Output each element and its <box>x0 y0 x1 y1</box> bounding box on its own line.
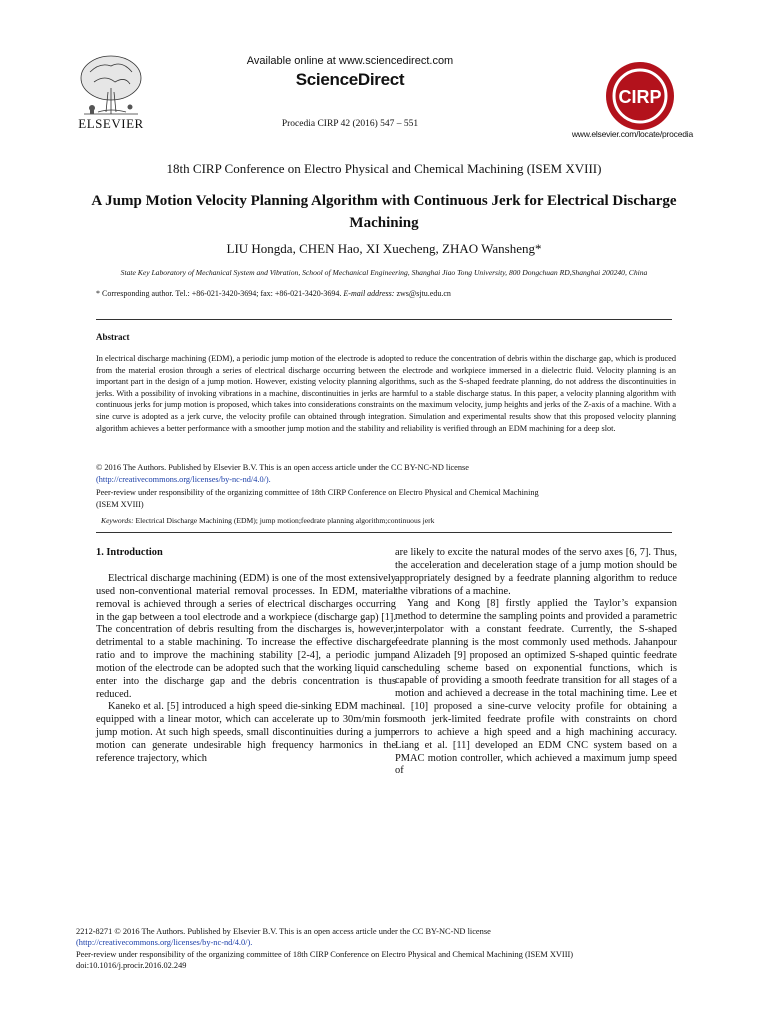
footer-license-link[interactable]: (http://creativecommons.org/licenses/by-nc-nd/4.0/). <box>76 938 253 948</box>
journal-reference: Procedia CIRP 42 (2016) 547 – 551 <box>281 119 419 129</box>
cirp-logo <box>604 60 676 132</box>
license-link-line <box>96 474 676 486</box>
peer-review-line-1: Peer-review under responsibility of the organizing committee of 18th CIRP Conference on Electro Physical and Chemical Machining <box>96 488 539 497</box>
section-heading-introduction: 1. Introduction <box>96 547 163 558</box>
publisher-name: ELSEVIER <box>78 116 144 131</box>
abstract-text: In electrical discharge machining (EDM), a periodic jump motion of the electrode is adopted to reduce the concentration of debris within the discharge gap, which is produced from the material erosion through a series of electrical discharge occurring between the electrode and workpiece immersed in a dielectric fluid. Velocity planning is an important part in the design of a jump motion. However, existing velocity planning algorithms, such as the S-shaped feedrate planning, do not address the discontinuities in jerks. With a possibility of invoking vibrations in a machine, discontinuities in jerks are harmful to a stable discharge status. In this paper, a velocity planning algorithm with continuous jerks for jump motion is proposed, which takes into considerations constraints on the maximum velocity, jump heights and jerks of the Z-axis of a machine. With a sine curve is adopted as a jerk curve, the velocity profile can obtained through integration. Simulation and experimental results show that this proposed velocity planning algorithm achieves a better performance with a smoother jump motion and the stability and reliability is verified through an EDM machining for a deep slot. <box>96 354 676 433</box>
journal-url[interactable]: www.elsevier.com/locate/procedia <box>571 129 693 139</box>
sciencedirect-brand: ScienceDirect <box>295 70 405 89</box>
footer-doi[interactable]: doi:10.1016/j.procir.2016.02.249 <box>76 961 187 971</box>
keywords-text: Electrical Discharge Machining (EDM); jump motion;feedrate planning algorithm;continuous jerk <box>135 516 435 525</box>
email-label: E-mail address: <box>343 289 395 298</box>
abstract-top-rule <box>96 319 672 320</box>
keywords-label: Keywords: <box>101 516 134 525</box>
copyright-text: © 2016 The Authors. Published by Elsevier B.V. This is an open access article under the CC BY-NC-ND license <box>96 463 469 472</box>
corresponding-author-contact: * Corresponding author. Tel.: +86-021-3420-3694; fax: +86-021-3420-3694. <box>96 289 342 298</box>
license-link[interactable]: (http://creativecommons.org/licenses/by-nc-nd/4.0/). <box>96 475 271 484</box>
page-footer <box>76 926 696 972</box>
conference-name: 18th CIRP Conference on Electro Physical and Chemical Machining (ISEM XVIII) <box>166 161 602 176</box>
available-online-text: Available online at www.sciencedirect.com <box>246 55 454 67</box>
keywords <box>101 516 681 525</box>
peer-review-line-2: (ISEM XVIII) <box>96 500 144 509</box>
corresponding-author <box>96 289 696 298</box>
intro-paragraph-3: are likely to excite the natural modes of the servo axes [6, 7]. Thus, the acceleration and deceleration stage of a jump motion should be appropriately designed by a feedrate planning algorithm to reduce the vibrations of a machine. <box>395 547 677 597</box>
left-column <box>96 573 396 766</box>
intro-paragraph-4: Yang and Kong [8] firstly applied the Taylor’s expansion method to determine the sampling points and provided a parametric interpolator with a constant feedrate. Currently, the S-shaped feedrate planning is the most commonly used methods. Jahanpour and Alizadeh [9] proposed an optimized S-shaped quintic feedrate scheduling scheme based on exponential functions, which is capable of providing a smooth feedrate transition for all stages of a motion and achieved a decrease in the total machining time. Lee et al. [10] proposed a sine-curve velocity profile for obtaining a smooth jerk-limited feedrate profile with constraints on chord errors to achieve a high speed and a high machining accuracy. Liang et al. [11] developed an EDM CNC system based on a PMAC motion controller, which achieved a maximum jump speed of <box>395 598 677 777</box>
copyright-line <box>96 462 676 474</box>
footer-issn-copyright: 2212-8271 © 2016 The Authors. Published by Elsevier B.V. This is an open access article under the CC BY-NC-ND license <box>76 927 491 936</box>
cirp-logo-text: CIRP <box>618 87 662 107</box>
intro-paragraph-1: Electrical discharge machining (EDM) is one of the most extensively used non-conventional material removal processes. In EDM, material removal is achieved through a series of electrical discharges occurring in the gap between a tool electrode and a workpiece (discharge gap) [1]. The concentration of debris resulting from the discharges is, however, detrimental to a stable machining. To increase the effective discharge ratio and to improve the machining stability [2-4], a periodic jump motion of the electrode can be adopted such that the working liquid can enter into the discharge gap and the debris concentration is thus reduced. <box>96 573 396 700</box>
email-address[interactable]: zws@sjtu.edu.cn <box>396 289 451 298</box>
right-column <box>395 547 677 778</box>
paper-title: A Jump Motion Velocity Planning Algorithm with Continuous Jerk for Electrical Discharge Machining <box>91 193 677 231</box>
author-list: LIU Hongda, CHEN Hao, XI Xuecheng, ZHAO Wansheng* <box>226 241 542 256</box>
abstract-heading: Abstract <box>96 332 130 342</box>
footer-peer-review: Peer-review under responsibility of the organizing committee of 18th CIRP Conference on Electro Physical and Chemical Machining (ISEM XVIII) <box>76 949 574 959</box>
intro-paragraph-2: Kaneko et al. [5] introduced a high speed die-sinking EDM machine equipped with a linear motor, which can accelerate up to 30m/min for jump motion. At such high speeds, small discontinuities during a jump motion can generate undesirable high frequency harmonics in the reference trajectory, which <box>96 701 396 764</box>
abstract-bottom-rule <box>96 532 672 533</box>
affiliation: State Key Laboratory of Mechanical System and Vibration, School of Mechanical Engineering, Shanghai Jiao Tong University, 800 Dongchuan RD,Shanghai 200240, China <box>120 268 648 277</box>
